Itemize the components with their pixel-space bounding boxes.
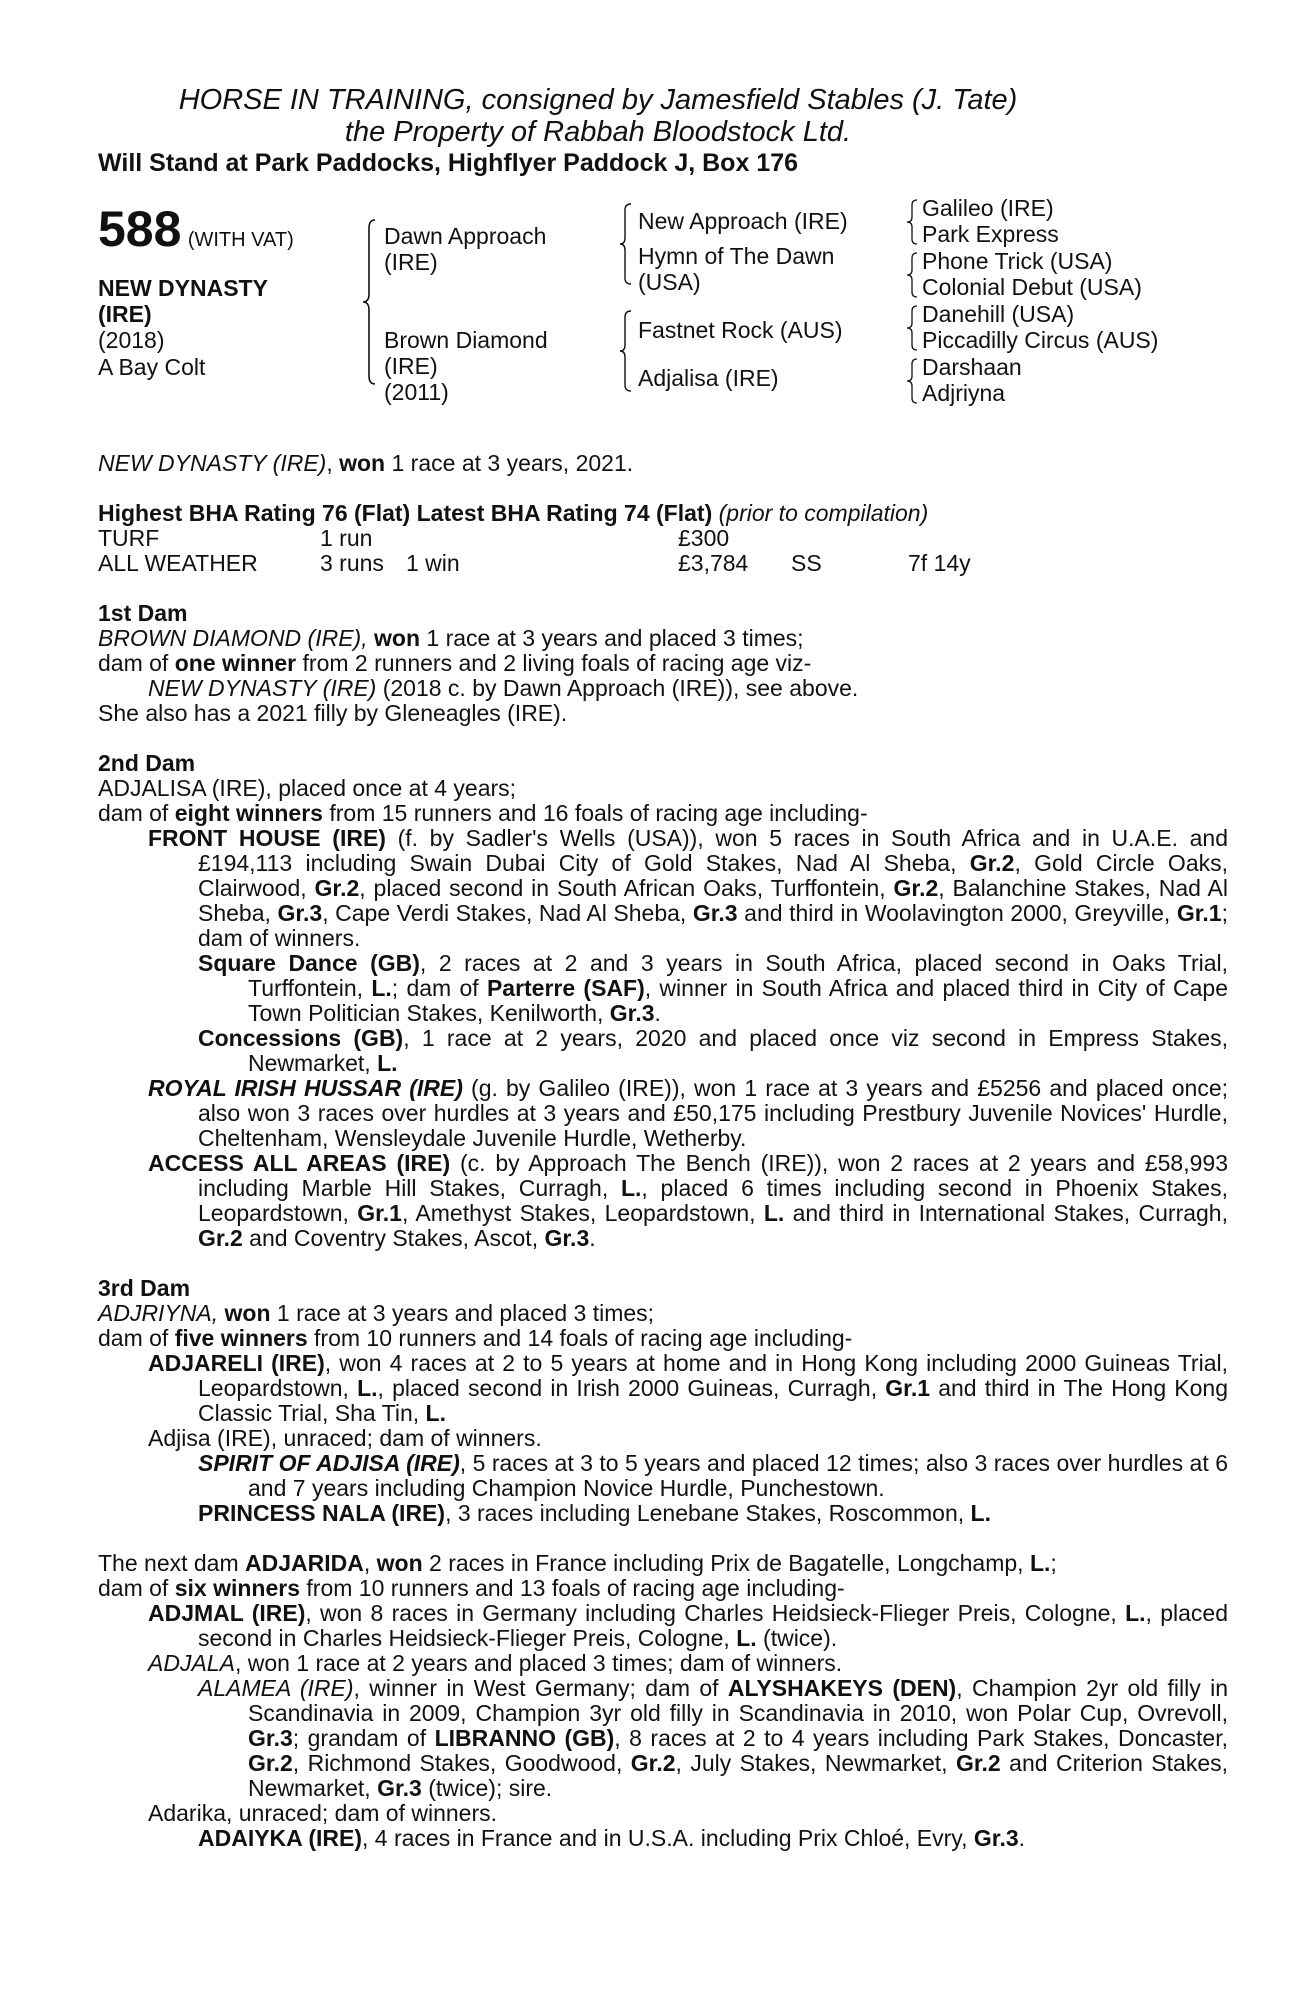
progeny-alamea: ALAMEA (IRE), winner in West Germany; dam of ALYSHAKEYS (DEN), Champion 2yr old filly in Scandinavia in 2009, Champion 3yr old filly in Scandinavia in 2010, won Polar Cup, Ovrevoll, Gr.3; grandam of LIBRANNO (GB), 8 races at 2 to 4 years including Park Stakes, Doncaster, Gr.2, Richmond Stakes, Goodwood, Gr.2, July Stakes, Newmarket, Gr.2 and Criterion Stakes, Newmarket, Gr.3 (twice); sire.	[198, 1675, 1228, 1801]
horse-name-2: (IRE)	[98, 301, 152, 327]
dam-country: (IRE)	[384, 353, 438, 379]
owner-line: the Property of Rabbah Bloodstock Ltd.	[344, 116, 852, 148]
progeny-princess-nala: PRINCESS NALA (IRE), 3 races including Lenebane Stakes, Roscommon, L.	[198, 1500, 991, 1526]
ggp-5: Danehill (USA)	[922, 301, 1075, 327]
ggp-1: Galileo (IRE)	[922, 195, 1054, 221]
progeny-adjareli: ADJARELI (IRE), won 4 races at 2 to 5 years at home and in Hong Kong including 2000 Guineas Trial, Leopardstown, L., placed second in Irish 2000 Guineas, Curragh, Gr.1 and third in The Hong Kong Classic Trial, Sha Tin, L.	[148, 1350, 1229, 1426]
progeny-front-house: FRONT HOUSE (IRE) (f. by Sadler's Wells (USA)), won 5 races in South Africa and in U.A.E. and £194,113 including Swain Dubai City of Gold Stakes, Nad Al Sheba, Gr.2, Gold Circle Oaks, Clairwood, Gr.2, placed second in South African Oaks, Turffontein, Gr.2, Balanchine Stakes, Nad Al Sheba, Gr.3, Cape Verdi Stakes, Nad Al Sheba, Gr.3 and third in Woolavington 2000, Greyville, Gr.1; dam of winners.	[148, 825, 1229, 951]
pedigree-brace-ggp-3	[906, 304, 920, 352]
pedigree-brace-dam	[619, 309, 635, 393]
record-row-turf: TURF 1 run £300	[98, 525, 730, 551]
ggp-8: Adjriyna	[922, 380, 1006, 406]
progeny-adarika: Adarika, unraced; dam of winners.	[148, 1800, 498, 1826]
ggp-6: Piccadilly Circus (AUS)	[922, 327, 1159, 353]
pedigree-brace-main	[361, 218, 381, 386]
foaling-year: (2018)	[98, 327, 165, 353]
race-summary: NEW DYNASTY (IRE), won 1 race at 3 years, 2021.	[98, 450, 634, 476]
rating-line: Highest BHA Rating 76 (Flat) Latest BHA Rating 74 (Flat) (prior to compilation)	[98, 500, 929, 526]
progeny-concessions: Concessions (GB), 1 race at 2 years, 2020 and placed once viz second in Empress Stakes, Newmarket, L.	[198, 1025, 1228, 1076]
consignor-line: HORSE IN TRAINING, consigned by Jamesfield Stables (J. Tate)	[178, 84, 1018, 116]
second-dam-section: 2nd Dam ADJALISA (IRE), placed once at 4 years; dam of eight winners from 15 runners and 16 foals of racing age including- FRONT HOUSE (IRE) (f. by Sadler's Wells (USA)), won 5 races in South Africa and in U.A.E. and £194,113 including Swain Dubai City of Gold Stakes, Nad Al Sheba, Gr.2, Gold Circle Oaks, Clairwood, Gr.2, placed second in South African Oaks, Turffontein, Gr.2, Balanchine Stakes, Nad Al Sheba, Gr.3, Cape Verdi Stakes, Nad Al Sheba, Gr.3 and third in Woolavington 2000, Greyville, Gr.1; dam of winners. Square Dance (GB), 2 races at 2 and 3 years in South Africa, placed second in Oaks Trial, Turffontein, L.; dam of Parterre (SAF), winner in South Africa and placed third in City of Cape Town Politician Stakes, Kenilworth, Gr.3. Concessions (GB), 1 race at 2 years, 2020 and placed once viz second in Empress Stakes, Newmarket, L. ROYAL IRISH HUSSAR (IRE) (g. by Galileo (IRE)), won 1 race at 3 years and £5256 and placed once; also won 3 races over hurdles at 3 years and £50,175 including Prestbury Juvenile Novices' Hurdle, Cheltenham, Wensleydale Juvenile Hurdle, Wetherby. ACCESS ALL AREAS (IRE) (c. by Approach The Bench (IRE)), won 2 races at 2 years and £58,993 including Marble Hill Stakes, Curragh, L., placed 6 times including second in Phoenix Stakes, Leopardstown, Gr.1, Amethyst Stakes, Leopardstown, L. and third in International Stakes, Curragh, Gr.2 and Coventry Stakes, Ascot, Gr.3.	[98, 750, 1229, 1251]
dam-sire: Fastnet Rock (AUS)	[638, 317, 843, 343]
horse-name-1: NEW DYNASTY	[98, 275, 268, 301]
ggp-4: Colonial Debut (USA)	[922, 274, 1142, 300]
third-dam-heading: 3rd Dam	[98, 1275, 191, 1301]
pedigree-block	[98, 196, 1228, 411]
second-dam-heading: 2nd Dam	[98, 750, 196, 776]
pedigree-brace-ggp-2	[906, 251, 920, 299]
sire-dam-country: (USA)	[638, 269, 701, 295]
lot-number-line	[98, 201, 294, 257]
progeny-spirit-of-adjisa: SPIRIT OF ADJISA (IRE), 5 races at 3 to 5 years and placed 12 times; also 3 races over hurdles at 6 and 7 years including Champion Novice Hurdle, Punchestown.	[198, 1450, 1228, 1501]
dam-year: (2011)	[384, 379, 449, 405]
vat-note: (WITH VAT)	[187, 229, 294, 251]
progeny-adjala: ADJALA, won 1 race at 2 years and placed 3 times; dam of winners.	[148, 1650, 843, 1676]
progeny-adjmal: ADJMAL (IRE), won 8 races in Germany including Charles Heidsieck-Flieger Preis, Cologne, L., placed second in Charles Heidsieck-Flieger Preis, Cologne, L. (twice).	[148, 1600, 1228, 1651]
first-dam-section: 1st Dam BROWN DIAMOND (IRE), won 1 race at 3 years and placed 3 times; dam of one winner from 2 runners and 2 living foals of racing age viz- NEW DYNASTY (IRE) (2018 c. by Dawn Approach (IRE)), see above. She also has a 2021 filly by Gleneagles (IRE).	[98, 601, 1228, 726]
ggp-2: Park Express	[922, 221, 1059, 247]
dam-dam: Adjalisa (IRE)	[638, 365, 779, 391]
sire-country: (IRE)	[384, 249, 438, 275]
sire-sire: New Approach (IRE)	[638, 208, 848, 234]
progeny-access-all-areas: ACCESS ALL AREAS (IRE) (c. by Approach The Bench (IRE)), won 2 races at 2 years and £58,993 including Marble Hill Stakes, Curragh, L., placed 6 times including second in Phoenix Stakes, Leopardstown, Gr.1, Amethyst Stakes, Leopardstown, L. and third in International Stakes, Curragh, Gr.2 and Coventry Stakes, Ascot, Gr.3.	[148, 1150, 1228, 1251]
sire-dam-name: Hymn of The Dawn	[638, 243, 835, 269]
stabling-line: Will Stand at Park Paddocks, Highflyer Paddock J, Box 176	[98, 149, 798, 177]
ggp-3: Phone Trick (USA)	[922, 248, 1113, 274]
catalogue-page	[98, 84, 1228, 1851]
lot-number: 588	[98, 201, 182, 257]
next-dam-section: The next dam ADJARIDA, won 2 races in France including Prix de Bagatelle, Longchamp, L.; dam of six winners from 10 runners and 13 foals of racing age including- ADJMAL (IRE), won 8 races in Germany including Charles Heidsieck-Flieger Preis, Cologne, L., placed second in Charles Heidsieck-Flieger Preis, Cologne, L. (twice). ADJALA, won 1 race at 2 years and placed 3 times; dam of winners. ALAMEA (IRE), winner in West Germany; dam of ALYSHAKEYS (DEN), Champion 2yr old filly in Scandinavia in 2009, Champion 3yr old filly in Scandinavia in 2010, won Polar Cup, Ovrevoll, Gr.3; grandam of LIBRANNO (GB), 8 races at 2 to 4 years including Park Stakes, Doncaster, Gr.2, Richmond Stakes, Goodwood, Gr.2, July Stakes, Newmarket, Gr.2 and Criterion Stakes, Newmarket, Gr.3 (twice); sire. Adarika, unraced; dam of winners. ADAIYKA (IRE), 4 races in France and in U.S.A. including Prix Chloé, Evry, Gr.3.	[98, 1550, 1228, 1851]
pedigree-brace-sire	[619, 202, 635, 286]
first-dam-heading: 1st Dam	[98, 600, 188, 626]
pedigree-brace-ggp-4	[906, 357, 920, 405]
progeny-royal-irish-hussar: ROYAL IRISH HUSSAR (IRE) (g. by Galileo (IRE)), won 1 race at 3 years and £5256 and placed once; also won 3 races over hurdles at 3 years and £50,175 including Prestbury Juvenile Novices' Hurdle, Cheltenham, Wensleydale Juvenile Hurdle, Wetherby.	[148, 1075, 1229, 1151]
record-row-aw: ALL WEATHER 3 runs 1 win £3,784 SS 7f 14y	[98, 550, 971, 576]
horse-description: A Bay Colt	[98, 354, 206, 380]
consignment-header	[98, 84, 1098, 148]
progeny-adjisa: Adjisa (IRE), unraced; dam of winners.	[148, 1425, 542, 1451]
pedigree-brace-ggp-1	[906, 198, 920, 246]
progeny-adaiyka: ADAIYKA (IRE), 4 races in France and in U.S.A. including Prix Chloé, Evry, Gr.3.	[198, 1825, 1026, 1851]
dam-name: Brown Diamond	[384, 327, 548, 353]
third-dam-section: 3rd Dam ADJRIYNA, won 1 race at 3 years and placed 3 times; dam of five winners from 10 runners and 14 foals of racing age including- ADJARELI (IRE), won 4 races at 2 to 5 years at home and in Hong Kong including 2000 Guineas Trial, Leopardstown, L., placed second in Irish 2000 Guineas, Curragh, Gr.1 and third in The Hong Kong Classic Trial, Sha Tin, L. Adjisa (IRE), unraced; dam of winners. SPIRIT OF ADJISA (IRE), 5 races at 3 to 5 years and placed 12 times; also 3 races over hurdles at 6 and 7 years including Champion Novice Hurdle, Punchestown. PRINCESS NALA (IRE), 3 races including Lenebane Stakes, Roscommon, L.	[98, 1275, 1229, 1526]
ggp-7: Darshaan	[922, 354, 1022, 380]
progeny-square-dance: Square Dance (GB), 2 races at 2 and 3 years in South Africa, placed second in Oaks Trial, Turffontein, L.; dam of Parterre (SAF), winner in South Africa and placed third in City of Cape Town Politician Stakes, Kenilworth, Gr.3.	[198, 950, 1228, 1026]
sire-name: Dawn Approach	[384, 223, 547, 249]
